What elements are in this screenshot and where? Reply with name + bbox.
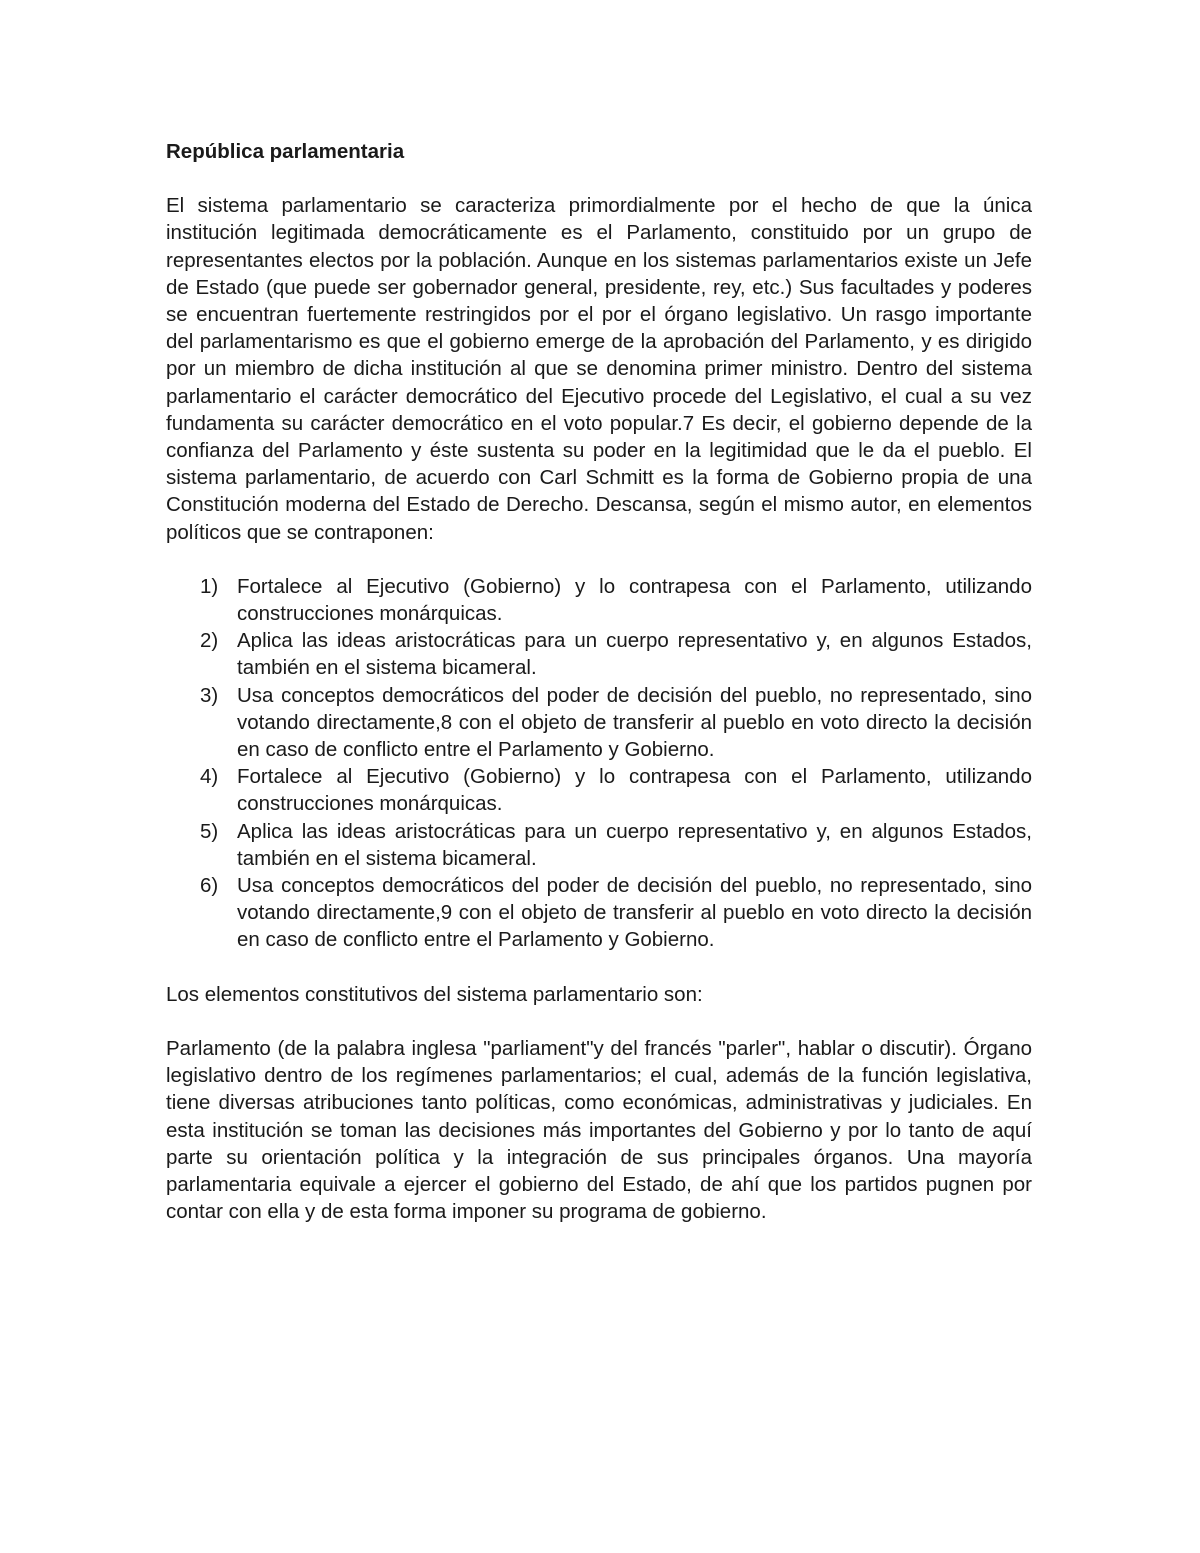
- list-item: [166, 573, 1032, 627]
- list-item-text: Fortalece al Ejecutivo (Gobierno) y lo contrapesa con el Parlamento, utilizando construcciones monárquicas.: [237, 574, 1032, 626]
- list-item-text: Fortalece al Ejecutivo (Gobierno) y lo contrapesa con el Parlamento, utilizando construcciones monárquicas.: [237, 765, 1032, 816]
- list-item-number: 3): [200, 683, 219, 707]
- list-item-text: Usa conceptos democráticos del poder de decisión del pueblo, no representado, sino votando directamente,9 con el objeto de transferir al pueblo en voto directo la decisión en caso de conflicto entre el Parlamento y Gobierno.: [237, 874, 1032, 952]
- list-item: [166, 872, 1032, 954]
- list-item-text: Aplica las ideas aristocráticas para un cuerpo representativo y, en algunos Estados, también en el sistema bicameral.: [237, 629, 1032, 680]
- list-item-number: 1): [200, 574, 219, 598]
- list-item-number: 6): [200, 874, 219, 898]
- list-item-text: Aplica las ideas aristocráticas para un cuerpo representativo y, en algunos Estados, también en el sistema bicameral.: [237, 819, 1032, 870]
- elements-intro-paragraph: Los elementos constitutivos del sistema parlamentario son:: [166, 982, 703, 1006]
- list-item: [166, 818, 1032, 872]
- list-item-number: 2): [200, 629, 219, 653]
- list-item-number: 5): [200, 819, 219, 843]
- intro-paragraph: El sistema parlamentario se caracteriza primordialmente por el hecho de que la única institución legitimada democráticamente es el Parlamento, constituido por un grupo de representantes electos por la población. Aunque en los sistemas parlamentarios existe un Jefe de Estado (que puede ser gobernador general, presidente, rey, etc.) Sus facultades y poderes se encuentran fuertemente restringidos por el por el órgano legislativo. Un rasgo importante del parlamentarismo es que el gobierno emerge de la aprobación del Parlamento, y es dirigido por un miembro de dicha institución al que se denomina primer ministro. Dentro del sistema parlamentario el carácter democrático del Ejecutivo procede del Legislativo, el cual a su vez fundamenta su carácter democrático en el voto popular.7 Es decir, el gobierno depende de la confianza del Parlamento y éste sustenta su poder en la legitimidad que le da el pueblo. El sistema parlamentario, de acuerdo con Carl Schmitt es la forma de Gobierno propia de una Constitución moderna del Estado de Derecho. Descansa, según el mismo autor, en elementos políticos que se contraponen:: [166, 194, 1032, 544]
- list-item: [166, 763, 1032, 817]
- document-title: República parlamentaria: [166, 140, 405, 163]
- list-item-text: Usa conceptos democráticos del poder de decisión del pueblo, no representado, sino votando directamente,8 con el objeto de transferir al pueblo en voto directo la decisión en caso de conflicto entre el Parlamento y Gobierno.: [237, 683, 1032, 762]
- numbered-list: [166, 573, 1032, 954]
- list-item: [166, 682, 1032, 764]
- parlamento-paragraph: Parlamento (de la palabra inglesa "parliament"y del francés "parler", hablar o discutir). Órgano legislativo dentro de los regímenes parlamentarios; el cual, además de la función legislativa, tiene diversas atribuciones tanto políticas, como económicas, administrativas y judiciales. En esta institución se toman las decisiones más importantes del Gobierno y por lo tanto de aquí parte su orientación política y la integración de sus principales órganos. Una mayoría parlamentaria equivale a ejercer el gobierno del Estado, de ahí que los partidos pugnen por contar con ella y de esta forma imponer su programa de gobierno.: [166, 1036, 1032, 1224]
- document-page: [166, 138, 1032, 1225]
- list-item: [166, 627, 1032, 681]
- list-item-number: 4): [200, 765, 219, 789]
